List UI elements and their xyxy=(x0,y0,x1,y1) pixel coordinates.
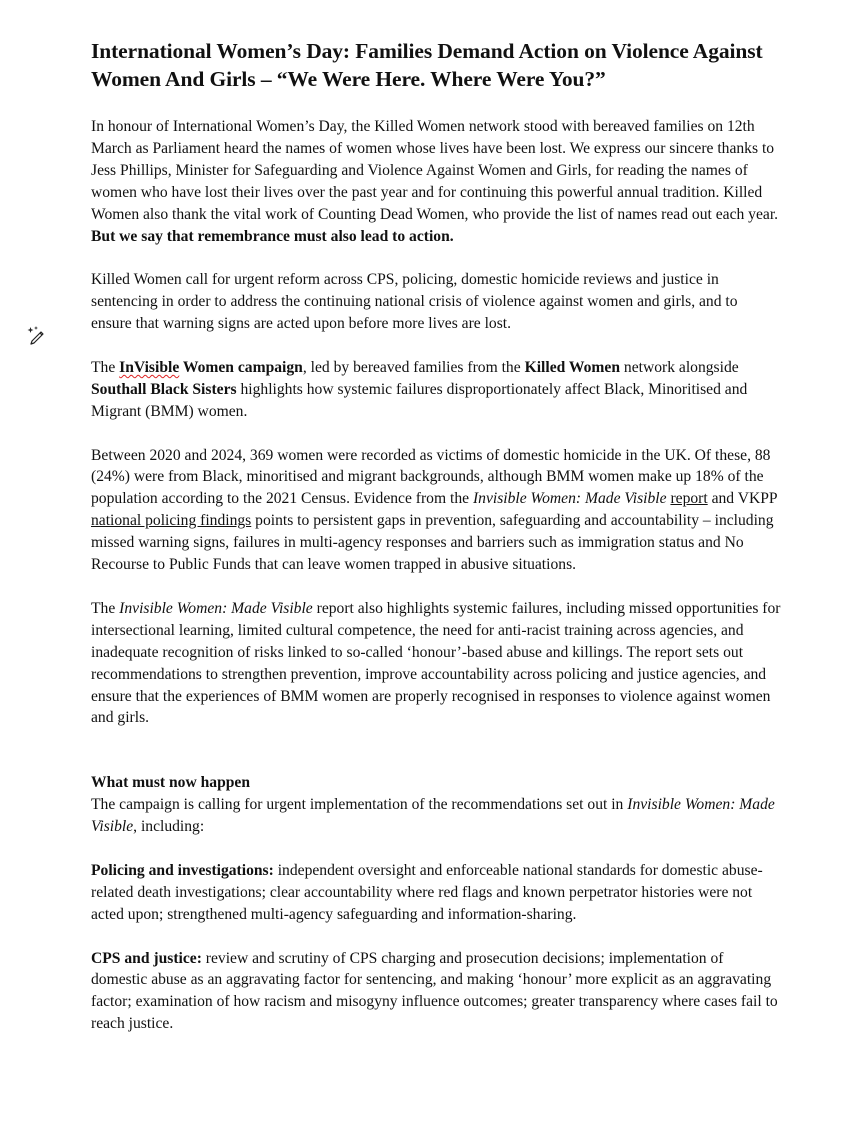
document-title: International Women’s Day: Families Demand Action on Violence Against Women And Girls – “We Were Here. Where Were You?” xyxy=(91,39,763,91)
paragraph-statistics xyxy=(91,445,781,576)
campaign-text-2: , led by bereaved families from the xyxy=(302,358,525,376)
campaign-name xyxy=(119,359,303,376)
campaign-text-1: The xyxy=(91,358,120,376)
org-name: Southall Black Sisters xyxy=(91,380,237,398)
network-name: Killed Women xyxy=(524,358,621,376)
campaign-text-3: network alongside xyxy=(620,358,739,376)
policing-text: independent oversight and enforceable national standards for domestic abuse-related death investigations; clear accountability where red flags and known perpetrator histories were not acted upon; strengthened multi-agency safeguarding and information-sharing. xyxy=(91,861,763,923)
paragraph-policing xyxy=(91,860,781,926)
policing-label: Policing and investigations: xyxy=(91,861,274,879)
intro-bold-line: But we say that remembrance must also lead to action. xyxy=(91,227,454,245)
paragraph-intro xyxy=(91,116,781,247)
intro-text: In honour of International Women’s Day, the Killed Women network stood with bereaved families on 12th March as Parliament heard the names of women whose lives have been lost. We express our sincere thanks to Jess Phillips, Minister for Safeguarding and Violence Against Women and Girls, for reading the names of women who have lost their lives over the past year and for continuing this powerful annual tradition. Killed Women also thank the vital work of Counting Dead Women, who provide the list of names read out each year. xyxy=(91,118,779,223)
section-what-must-happen xyxy=(91,772,781,838)
report-link[interactable]: report xyxy=(670,490,708,508)
report-text-2: report also highlights systemic failures, including missed opportunities for intersectional learning, limited cultural competence, the need for anti-racist training across agencies, and inadequate recognition of risks linked to so-called ‘honour’-based abuse and killings. The report sets out recommendations to strengthen prevention, improve accountability across policing and justice agencies, and ensure that the experiences of BMM women are properly recognised in responses to violence against women and girls. xyxy=(91,599,781,727)
section-heading: What must now happen xyxy=(91,774,251,792)
section-text-2: , including: xyxy=(133,818,205,836)
cps-label: CPS and justice: xyxy=(91,949,202,967)
campaign-text-4: highlights how systemic failures disproportionately affect Black, Minoritised and Migrant (BMM) women. xyxy=(91,380,748,420)
report-text-1: The xyxy=(91,599,120,617)
paragraph-reform: Killed Women call for urgent reform across CPS, policing, domestic homicide reviews and justice in sentencing in order to address the continuing national crisis of violence against women and girls, and to ensure that warning signs are acted upon before more lives are lost. xyxy=(91,271,738,333)
paragraph-report xyxy=(91,598,781,729)
document-body xyxy=(91,116,781,1057)
cps-text: review and scrutiny of CPS charging and prosecution decisions; implementation of domestic abuse as an aggravating factor for sentencing, and making ‘honour’ more explicit as an aggravating factor; examination of how racism and misogyny influence outcomes; greater transparency where cases fail to reach justice. xyxy=(91,949,778,1033)
report-title: Invisible Women: Made Visible xyxy=(472,490,667,508)
stats-text-4: points to persistent gaps in prevention, safeguarding and accountability – including missed warning signs, failures in multi-agency responses and barriers such as immigration status and No Recourse to Public Funds that can leave women trapped in abusive situations. xyxy=(91,512,774,574)
paragraph-campaign xyxy=(91,357,781,423)
spellcheck-flagged-word[interactable]: InVisible xyxy=(119,358,180,376)
policing-findings-link[interactable]: national policing findings xyxy=(91,512,252,530)
campaign-name-rest: Women campaign xyxy=(179,358,303,376)
stats-text-3: and VKPP xyxy=(707,490,778,508)
section-text-1: The campaign is calling for urgent implementation of the recommendations set out in xyxy=(91,796,628,814)
report-title: Invisible Women: Made Visible xyxy=(91,796,775,836)
paragraph-cps xyxy=(91,948,781,1036)
stats-text-1: Between 2020 and 2024, 369 women were recorded as victims of domestic homicide in the UK. Of these, 88 (24%) were from Black, minoritised and migrant backgrounds, although BMM women make up 18% of the population according to the 2021 Census. Evidence from the xyxy=(91,446,771,508)
report-title: Invisible Women: Made Visible xyxy=(119,599,313,617)
pen-sparkle-icon[interactable] xyxy=(26,324,48,346)
